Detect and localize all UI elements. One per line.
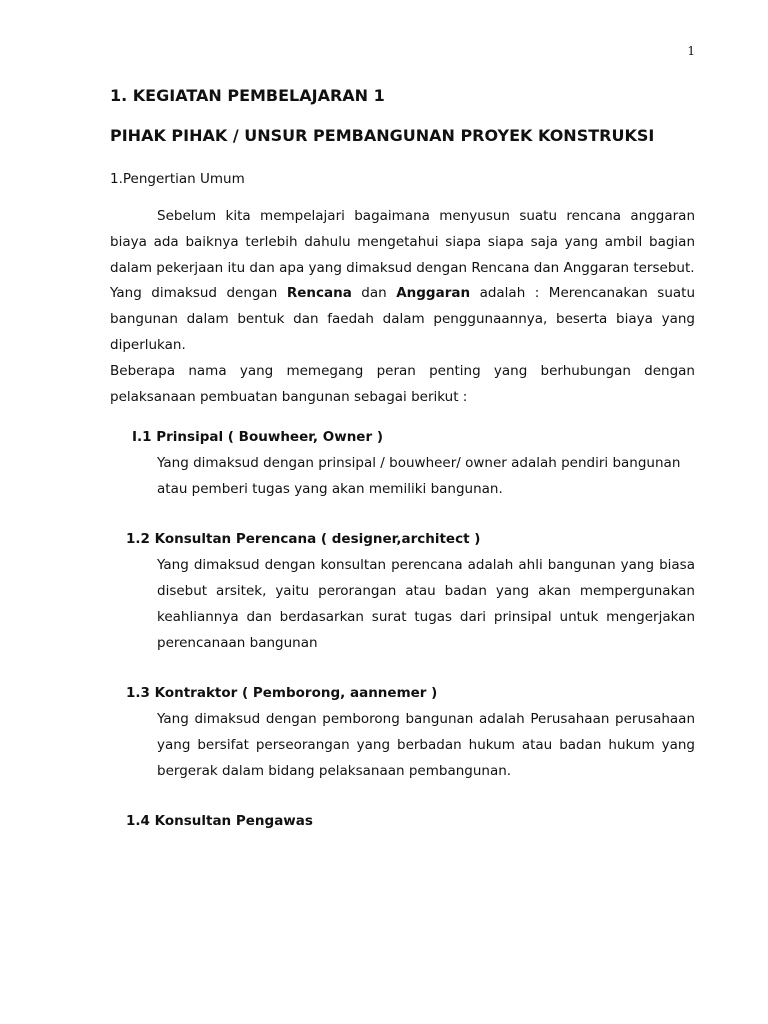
- term-anggaran: Anggaran: [396, 285, 471, 302]
- definition-paragraph: [110, 281, 695, 358]
- section-heading: 1.2 Konsultan Perencana ( designer,architect ): [126, 531, 481, 548]
- intro-paragraph: Sebelum kita mempelajari bagaimana menyusun suatu rencana anggaran biaya ada baiknya terlebih dahulu mengetahui siapa siapa saja yang ambil bagian dalam pekerjaan itu dan apa yang dimaksud dengan Rencana dan Anggaran tersebut.: [110, 208, 695, 276]
- section-body: Yang dimaksud dengan pemborong bangunan adalah Perusahaan perusahaan yang bersifat perseorangan yang berbadan hukum atau badan hukum yang bergerak dalam bidang pelaksanaan pembangunan.: [157, 711, 695, 780]
- section-konsultan-pengawas: [110, 808, 695, 834]
- document-body: [110, 86, 695, 834]
- page-number: 1: [687, 44, 695, 58]
- section-prinsipal: [110, 424, 695, 502]
- section-heading: 1.4 Konsultan Pengawas: [126, 813, 313, 830]
- definition-text-start: Yang dimaksud dengan: [110, 285, 287, 302]
- section-heading: I.1 Prinsipal ( Bouwheer, Owner ): [132, 429, 383, 446]
- term-rencana: Rencana: [286, 285, 352, 302]
- section-body: Yang dimaksud dengan prinsipal / bouwheer/ owner adalah pendiri bangunan atau pemberi tugas yang akan memiliki bangunan.: [157, 455, 681, 498]
- subsection-heading: 1.Pengertian Umum: [110, 171, 245, 187]
- definition-text-end: adalah : Merencanakan suatu bangunan dalam bentuk dan faedah dalam penggunaannya, beserta biaya yang diperlukan.: [110, 285, 695, 353]
- roles-paragraph: Beberapa nama yang memegang peran penting yang berhubungan dengan pelaksanaan pembuatan bangunan sebagai berikut :: [110, 362, 695, 405]
- section-heading: 1.3 Kontraktor ( Pemborong, aannemer ): [126, 685, 438, 702]
- section-konsultan-perencana: [110, 526, 695, 656]
- section-title: PIHAK PIHAK / UNSUR PEMBANGUNAN PROYEK KONSTRUKSI: [110, 126, 655, 145]
- section-kontraktor: [110, 680, 695, 784]
- chapter-heading: 1. KEGIATAN PEMBELAJARAN 1: [110, 86, 385, 105]
- definition-text-mid: dan: [351, 285, 397, 302]
- section-body: Yang dimaksud dengan konsultan perencana adalah ahli bangunan yang biasa disebut arsitek, yaitu perorangan atau badan yang akan mempergunakan keahliannya dan berdasarkan surat tugas dari prinsipal untuk mengerjakan perencanaan bangunan: [157, 557, 695, 652]
